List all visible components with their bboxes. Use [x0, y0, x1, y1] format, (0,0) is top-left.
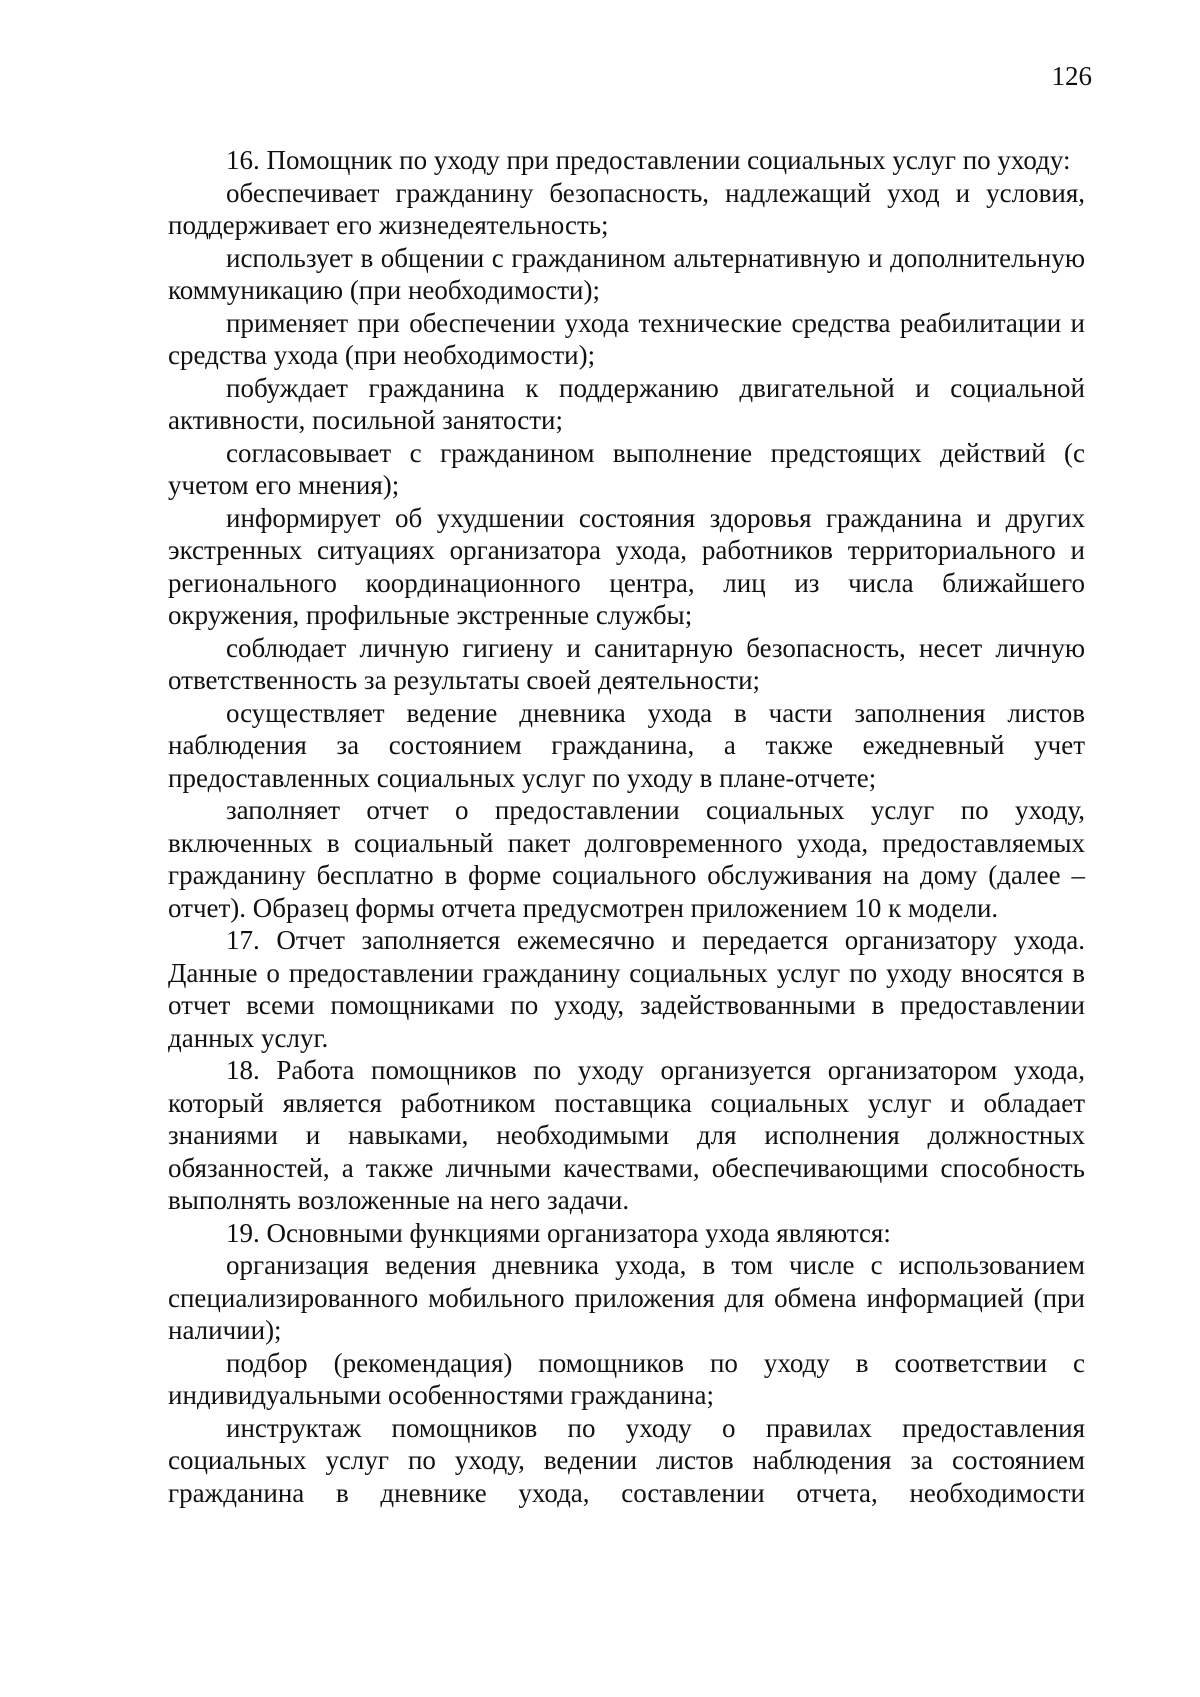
paragraph-agreement: согласовывает с гражданином выполнение предстоящих действий (с учетом его мнения);: [168, 437, 1085, 500]
paragraph-19-heading: 19. Основными функциями организатора ухода являются:: [226, 1217, 891, 1248]
paragraph-18: 18. Работа помощников по уходу организуется организатором ухода, который является работником поставщика социальных услуг и обладает знаниями и навыками, необходимыми для исполнения должностных обязанностей, а также личными качествами, обеспечивающими способность выполнять возложенные на него задачи.: [168, 1055, 1085, 1215]
paragraph-diary-organization: организация ведения дневника ухода, в том числе с использованием специализированного мобильного приложения для обмена информацией (при наличии);: [168, 1250, 1085, 1345]
paragraph-rehab-tools: применяет при обеспечении ухода технические средства реабилитации и средства ухода (при необходимости);: [168, 307, 1085, 370]
paragraph-17: 17. Отчет заполняется ежемесячно и передается организатору ухода. Данные о предоставлении гражданину социальных услуг по уходу вносятся в отчет всеми помощниками по уходу, задействованными в предоставлении данных услуг.: [168, 925, 1085, 1053]
paragraph-hygiene: соблюдает личную гигиену и санитарную безопасность, несет личную ответственность за результаты своей деятельности;: [168, 632, 1085, 695]
paragraph-16-heading: 16. Помощник по уходу при предоставлении социальных услуг по уходу:: [226, 145, 1071, 175]
paragraph-safety: обеспечивает гражданину безопасность, надлежащий уход и условия, поддерживает его жизнедеятельность;: [168, 177, 1085, 240]
paragraph-activity: побуждает гражданина к поддержанию двигательной и социальной активности, посильной занятости;: [168, 372, 1085, 435]
paragraph-diary: осуществляет ведение дневника ухода в части заполнения листов наблюдения за состоянием гражданина, а также ежедневный учет предоставленных социальных услуг по уходу в плане-отчете;: [168, 697, 1085, 793]
document-body: [168, 144, 1085, 1509]
paragraph-inform: информирует об ухудшении состояния здоровья гражданина и других экстренных ситуациях организатора ухода, работников территориального и регионального координационного центра, лиц из числа ближайшего окружения, профильные экстренные службы;: [168, 502, 1085, 630]
paragraph-communication: использует в общении с гражданином альтернативную и дополнительную коммуникацию (при необходимости);: [168, 242, 1085, 305]
page-number: 126: [1051, 61, 1092, 91]
paragraph-instruction: инструктаж помощников по уходу о правилах предоставления социальных услуг по уходу, ведении листов наблюдения за состоянием гражданина в дневнике ухода, составлении отчета, необходимости: [168, 1412, 1085, 1508]
paragraph-selection: подбор (рекомендация) помощников по уходу в соответствии с индивидуальными особенностями гражданина;: [168, 1347, 1085, 1410]
paragraph-report: заполняет отчет о предоставлении социальных услуг по уходу, включенных в социальный пакет долговременного ухода, предоставляемых гражданину бесплатно в форме социального обслуживания на дому (далее – отчет). Образец формы отчета предусмотрен приложением 10 к модели.: [168, 795, 1085, 923]
